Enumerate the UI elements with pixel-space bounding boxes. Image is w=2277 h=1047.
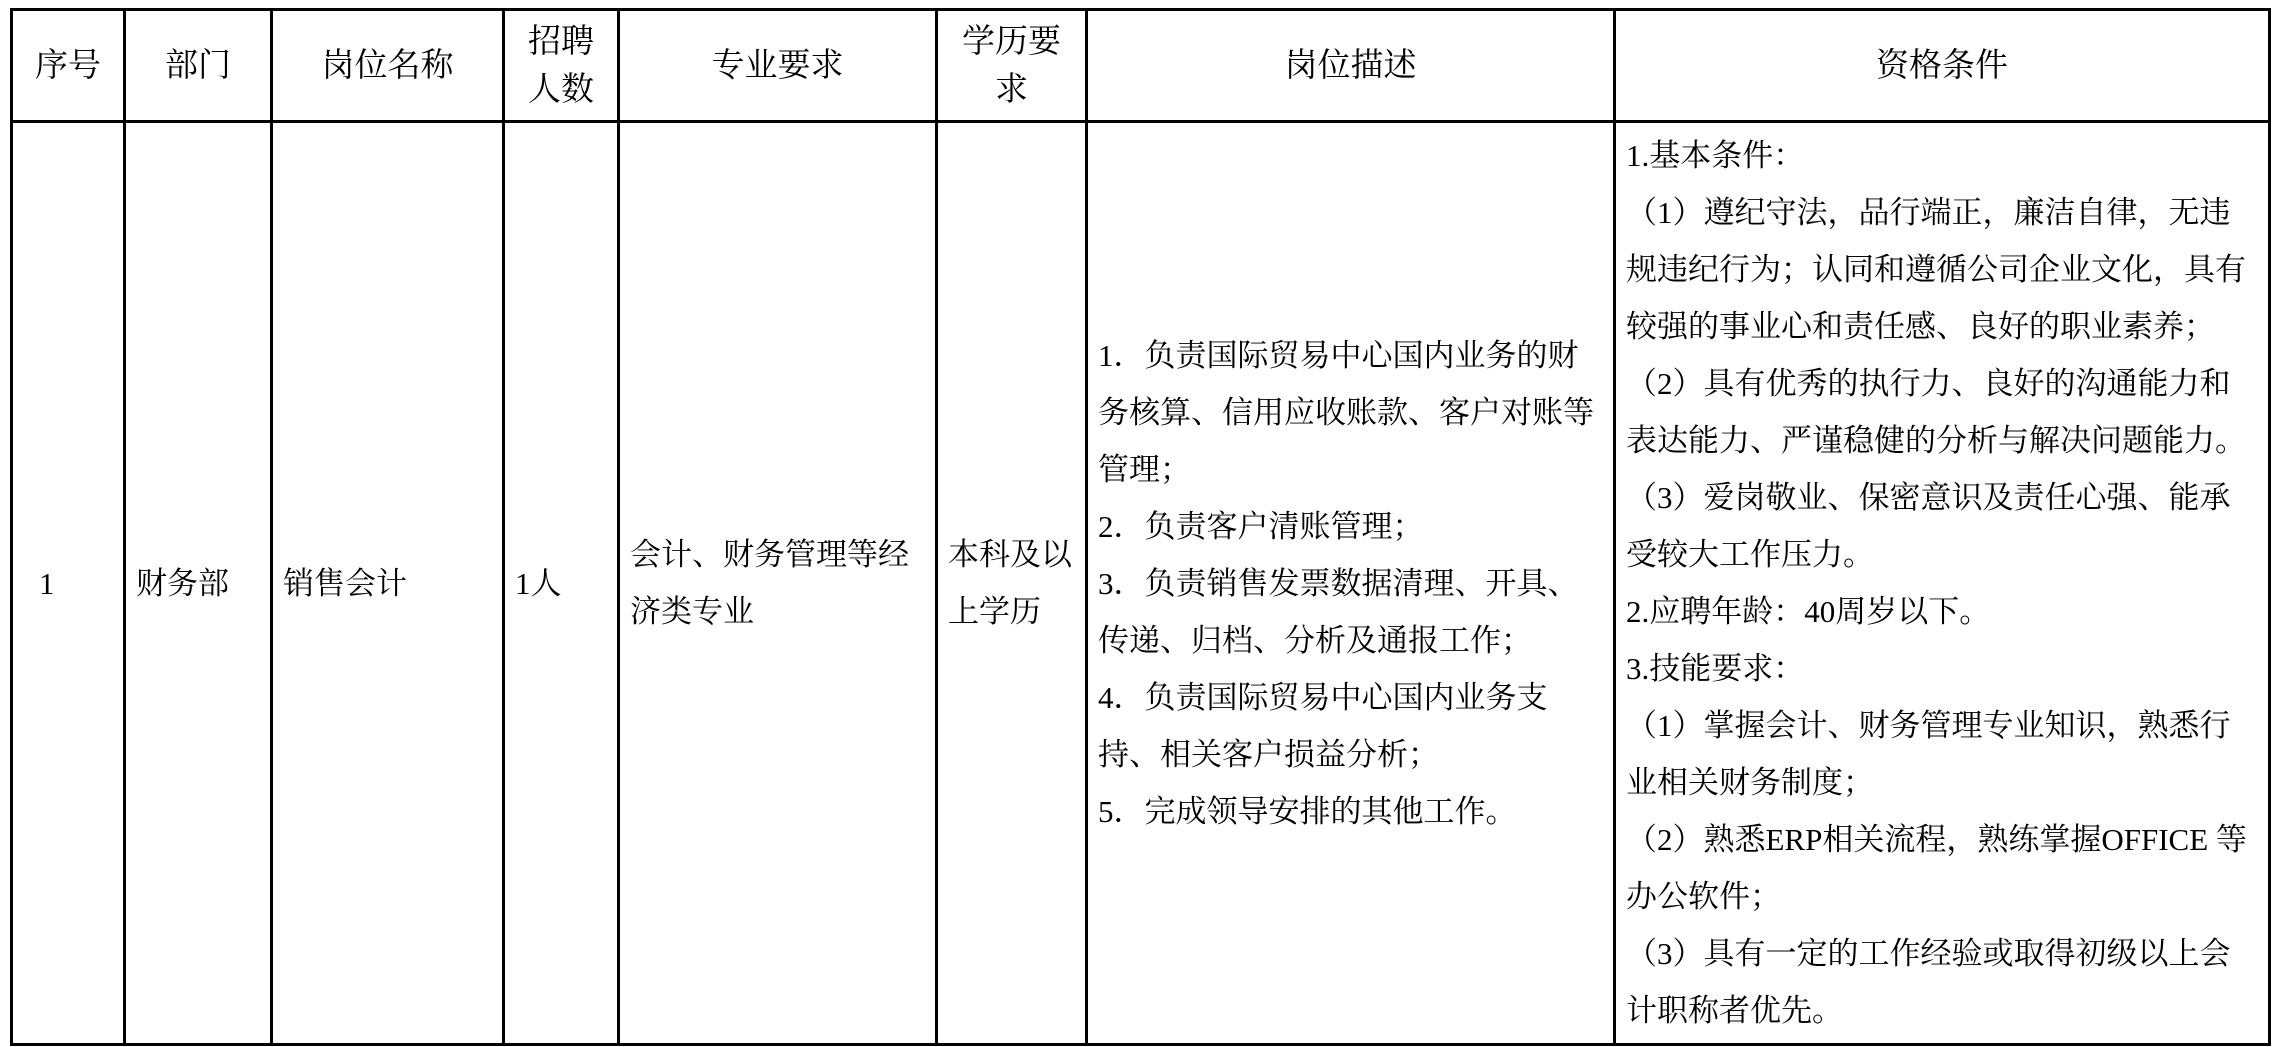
cell-qualification — [1615, 122, 2270, 1045]
text-line: （3）爱岗敬业、保密意识及责任心强、能承受较大工作压力。 — [1626, 480, 2231, 572]
cell-seq: 1 — [12, 122, 125, 1045]
header-row — [12, 10, 2270, 122]
cell-education: 本科及以上学历 — [937, 122, 1087, 1045]
text-line: 1．负责国际贸易中心国内业务的财务核算、信用应收账款、客户对账等管理； — [1098, 337, 1594, 487]
text-line: 3．负责销售发票数据清理、开具、传递、归档、分析及通报工作； — [1098, 565, 1579, 658]
cell-position: 销售会计 — [272, 122, 504, 1045]
header-cell-seq: 序号 — [12, 10, 125, 122]
text-line: （2）具有优秀的执行力、良好的沟通能力和表达能力、严谨稳健的分析与解决问题能力。 — [1626, 366, 2246, 458]
text-line: （2）熟悉ERP相关流程，熟练掌握OFFICE 等办公软件； — [1626, 822, 2247, 914]
text-line: （1）遵纪守法，品行端正，廉洁自律，无违规违纪行为；认同和遵循公司企业文化，具有较强的事业心和责任感、良好的职业素养； — [1626, 195, 2246, 344]
text-line: （3）具有一定的工作经验或取得初级以上会计职称者优先。 — [1626, 936, 2231, 1028]
text-line: 4．负责国际贸易中心国内业务支持、相关客户损益分析； — [1098, 679, 1548, 772]
header-cell-headcount: 招聘人数 — [504, 10, 619, 122]
header-cell-description: 岗位描述 — [1087, 10, 1615, 122]
cell-department: 财务部 — [125, 122, 272, 1045]
header-cell-qualification: 资格条件 — [1615, 10, 2270, 122]
text-line: 3.技能要求： — [1626, 651, 1805, 686]
cell-headcount: 1人 — [504, 122, 619, 1045]
header-cell-major: 专业要求 — [619, 10, 937, 122]
header-cell-department: 部门 — [125, 10, 272, 122]
text-line: 2.应聘年龄：40周岁以下。 — [1626, 594, 1991, 629]
text-line: 5．完成领导安排的其他工作。 — [1098, 793, 1517, 829]
cell-description — [1087, 122, 1615, 1045]
text-line: 2．负责客户清账管理； — [1098, 508, 1424, 544]
table-row — [12, 122, 2270, 1045]
header-cell-education: 学历要求 — [937, 10, 1087, 122]
header-cell-position: 岗位名称 — [272, 10, 504, 122]
recruitment-table — [10, 8, 2271, 1046]
text-line: 1.基本条件： — [1626, 138, 1805, 173]
text-line: （1）掌握会计、财务管理专业知识，熟悉行业相关财务制度； — [1626, 708, 2231, 800]
cell-major: 会计、财务管理等经济类专业 — [619, 122, 937, 1045]
